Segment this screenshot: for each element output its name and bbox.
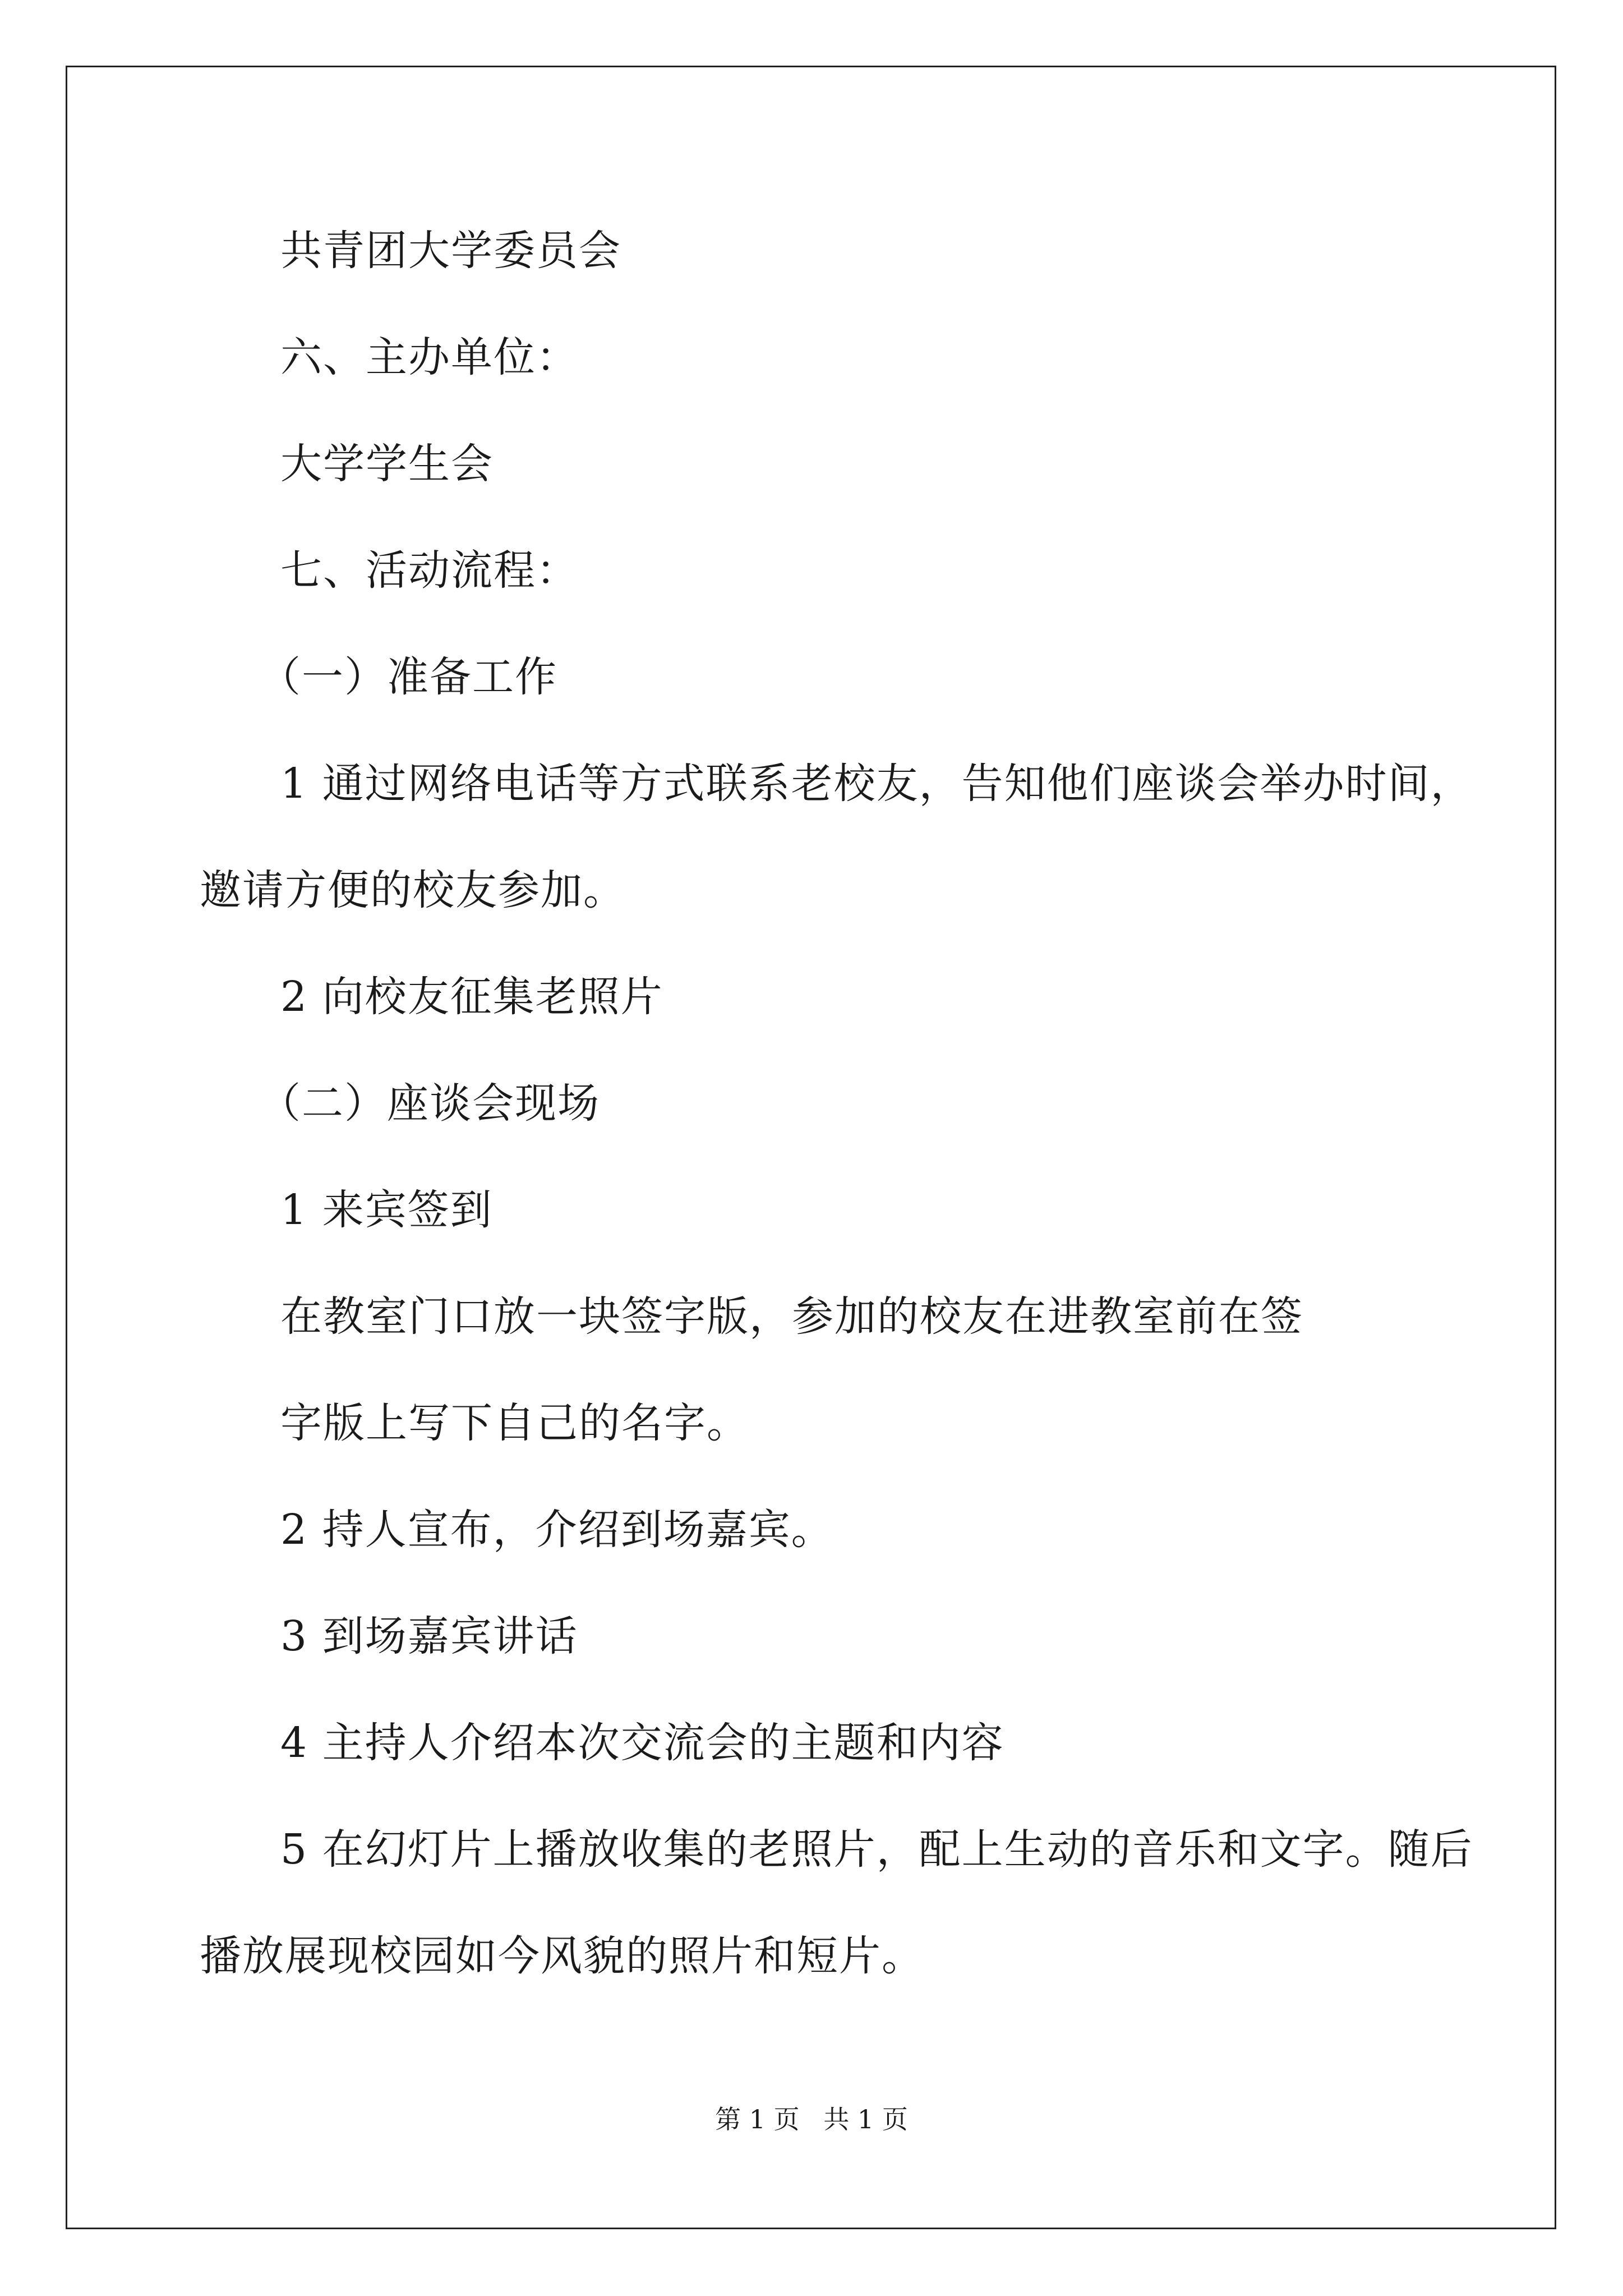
page-footer <box>0 2102 1623 2136</box>
page-border <box>66 66 1556 2229</box>
section-heading: 七、活动流程： <box>280 546 579 595</box>
text-line: 1 通过网络电话等方式联系老校友，告知他们座谈会举办时间， <box>280 760 1473 808</box>
subsection-heading: （二）座谈会现场 <box>259 1079 600 1128</box>
subsection-heading: （一）准备工作 <box>259 653 557 701</box>
page-total: 共 1 页 <box>823 2104 908 2134</box>
text-line: 1 来宾签到 <box>280 1186 493 1234</box>
text-line: 邀请方便的校友参加。 <box>200 866 626 914</box>
text-line: 字版上写下自己的名字。 <box>280 1399 749 1447</box>
text-line: 3 到场嘉宾讲话 <box>280 1612 578 1660</box>
text-line: 大学学生会 <box>280 440 494 488</box>
text-line: 2 向校友征集老照片 <box>280 973 663 1021</box>
section-heading: 六、主办单位： <box>280 333 579 381</box>
text-line: 在教室门口放一块签字版，参加的校友在进教室前在签 <box>280 1292 1303 1341</box>
text-line: 播放展现校园如今风貌的照片和短片。 <box>200 1932 924 1980</box>
page-number: 第 1 页 <box>715 2104 800 2134</box>
text-line: 4 主持人介绍本次交流会的主题和内容 <box>280 1719 1004 1767</box>
text-line: 共青团大学委员会 <box>280 227 621 275</box>
text-line: 5 在幻灯片上播放收集的老照片，配上生动的音乐和文字。随后 <box>280 1825 1473 1874</box>
text-line: 2 持人宣布，介绍到场嘉宾。 <box>280 1506 834 1554</box>
